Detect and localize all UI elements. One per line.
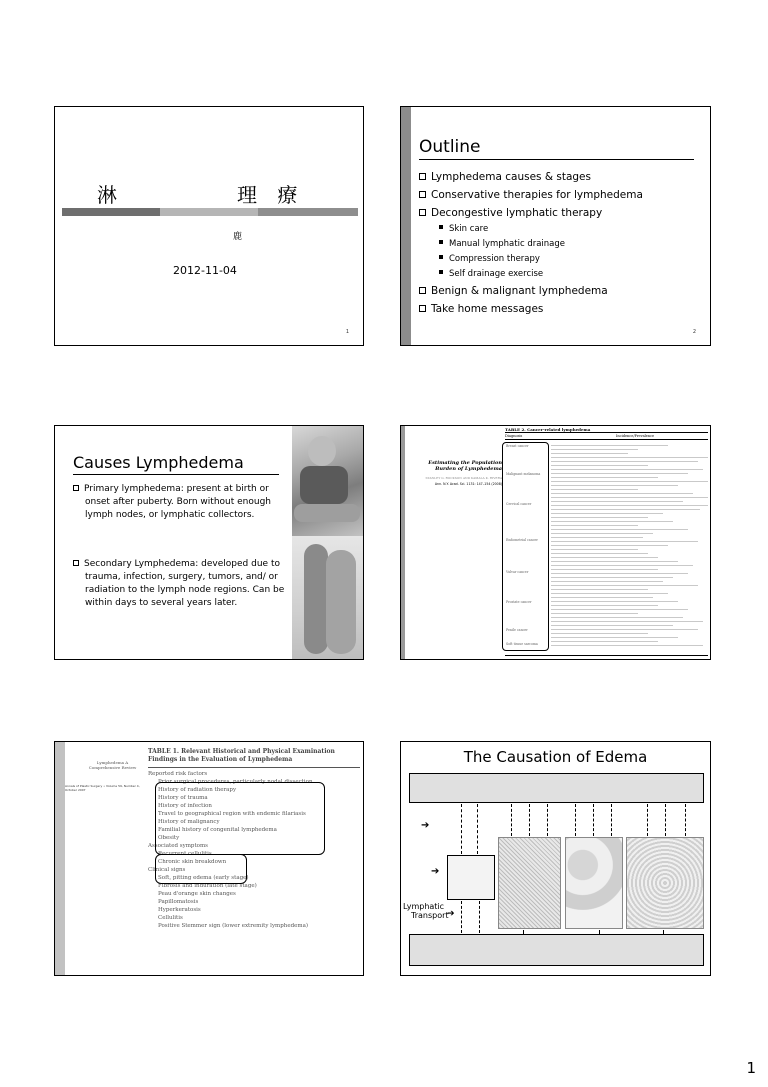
outline-item: Lymphedema causes & stages bbox=[419, 168, 643, 186]
risk-factors-highlight-box bbox=[155, 782, 325, 855]
slide-3-bullet-primary: Primary lymphedema: present at birth or onset after puberty. Born without enough lymph nodes, or lymphatic collectors. bbox=[73, 483, 292, 522]
incidence-fine-print bbox=[551, 443, 708, 653]
slide-3-causes[interactable] bbox=[54, 425, 364, 660]
col-incidence: Incidence/Prevalence bbox=[616, 434, 655, 438]
table-2-title: TABLE 2. Cancer-related lymphedema bbox=[505, 427, 591, 432]
history-item: Prior surgical procedures, particularly nodal dissection bbox=[158, 779, 313, 785]
tissue-texture-2 bbox=[565, 837, 623, 929]
slide-2-page-number: 2 bbox=[692, 329, 696, 335]
history-item: Obesity bbox=[158, 835, 180, 841]
history-item: History of trauma bbox=[158, 795, 208, 801]
table-1-title: TABLE 1. Relevant Historical and Physical Examination Findings in the Evaluation of Lymphedema bbox=[148, 748, 335, 763]
article-authors: STANLEY G. ROCKSON AND KAMALA K. RIVERA bbox=[425, 476, 502, 480]
diagnosis-item: Cervical cancer bbox=[506, 502, 532, 506]
diagnosis-item: Soft tissue sarcoma bbox=[506, 642, 538, 646]
arrow-icon: ➔ bbox=[447, 909, 455, 919]
slide-3-title-rule bbox=[73, 474, 279, 475]
col-diagnosis: Diagnosis bbox=[505, 434, 523, 438]
article-title: Estimating the Population Burden of Lymphedema bbox=[428, 460, 502, 472]
journal-title: Lymphedema A Comprehensive Review bbox=[88, 760, 137, 770]
slide-6-causation[interactable] bbox=[400, 741, 711, 976]
slide-4-side-bar bbox=[401, 426, 405, 660]
history-item: Hyperkeratosis bbox=[158, 907, 201, 913]
history-item: Travel to geographical region with endemic filariasis bbox=[158, 811, 306, 817]
diagnosis-item: Malignant melanoma bbox=[506, 472, 541, 476]
diagnosis-item: Endometrial cancer bbox=[506, 538, 538, 542]
slide-1-author: 鹿 bbox=[233, 232, 243, 242]
slide-2-outline[interactable] bbox=[400, 106, 711, 346]
history-item: Soft, pitting edema (early stage) bbox=[158, 875, 249, 881]
history-item: Fibrosis and induration (late stage) bbox=[158, 883, 257, 889]
journal-source: Annals of Plastic Surgery • Volume 59, Number 4, October 2007 bbox=[65, 784, 140, 792]
tissue-texture-1 bbox=[498, 837, 561, 929]
label-lymphatic: Lymphatic bbox=[403, 902, 445, 911]
label-transport: Transport bbox=[411, 911, 449, 920]
history-item: History of radiation therapy bbox=[158, 787, 237, 793]
history-item: Recurrent cellulitis bbox=[158, 851, 212, 857]
section-header: Clinical signs bbox=[148, 867, 186, 873]
symptoms-highlight-box bbox=[155, 854, 247, 884]
tissue-texture-3 bbox=[626, 837, 704, 929]
outline-subitem: Skin care bbox=[439, 222, 643, 237]
slide-6-title: The Causation of Edema bbox=[463, 748, 648, 766]
slide-1-page-number: 1 bbox=[345, 329, 349, 335]
slide-2-list bbox=[419, 168, 643, 318]
history-item: Papillomatosis bbox=[158, 899, 199, 905]
leg-photo bbox=[292, 536, 364, 660]
slide-3-title: Causes Lymphedema bbox=[73, 453, 244, 472]
slide-1-divider-bar bbox=[62, 208, 358, 216]
history-item: Positive Stemmer sign (lower extremity lymphedema) bbox=[158, 923, 309, 929]
diagnosis-item: Prostate cancer bbox=[506, 600, 532, 604]
outline-item: Take home messages bbox=[419, 300, 643, 318]
slide-1-title[interactable] bbox=[54, 106, 364, 346]
diagnosis-item: Penile cancer bbox=[506, 628, 528, 632]
outline-item: Benign & malignant lymphedema bbox=[419, 282, 643, 300]
diagnosis-item: Breast cancer bbox=[506, 444, 529, 448]
article-citation: Ann. N.Y. Acad. Sci. 1131: 147–154 (2008). bbox=[434, 482, 503, 486]
outline-item: Decongestive lymphatic therapy bbox=[419, 204, 643, 222]
history-item: Familial history of congenital lymphedema bbox=[158, 827, 277, 833]
outline-item: Conservative therapies for lymphedema bbox=[419, 186, 643, 204]
arrow-icon: ➔ bbox=[421, 820, 430, 831]
history-item: History of infection bbox=[158, 803, 212, 809]
slide-3-bullet-secondary: Secondary Lymphedema: developed due to trauma, infection, surgery, tumors, and/ or radiation to the lymph node regions. Can be within days to several years later. bbox=[73, 558, 292, 610]
slide-2-title-rule bbox=[419, 159, 694, 160]
slide-1-title-left: 淋 bbox=[97, 183, 117, 207]
top-compartment-box bbox=[409, 773, 704, 803]
section-header: Reported risk factors bbox=[148, 771, 208, 777]
page-number: 1 bbox=[746, 1059, 756, 1077]
bottom-compartment-box bbox=[409, 934, 704, 966]
baby-photo bbox=[292, 426, 364, 536]
slide-2-side-bar bbox=[401, 107, 411, 346]
arrow-icon: ➔ bbox=[431, 866, 440, 877]
history-item: Cellulitis bbox=[158, 915, 183, 921]
history-item: Peau d'orange skin changes bbox=[158, 891, 236, 897]
slide-4-cancer-table[interactable] bbox=[400, 425, 711, 660]
slide-5-history-table[interactable] bbox=[54, 741, 364, 976]
slide-5-side-bar bbox=[55, 742, 65, 976]
diagnosis-item: Vulvar cancer bbox=[506, 570, 529, 574]
outline-subitem: Self drainage exercise bbox=[439, 267, 643, 282]
section-header: Associated symptoms bbox=[148, 843, 209, 849]
slide-1-date: 2012-11-04 bbox=[173, 264, 237, 277]
history-item: Chronic skin breakdown bbox=[158, 859, 227, 865]
history-item: History of malignancy bbox=[158, 819, 220, 825]
slide-2-title: Outline bbox=[419, 137, 481, 157]
slide-1-title-right: 理 療 bbox=[237, 183, 298, 207]
outline-subitem: Manual lymphatic drainage bbox=[439, 237, 643, 252]
outline-subitem: Compression therapy bbox=[439, 252, 643, 267]
cell-box-normal bbox=[447, 855, 495, 900]
